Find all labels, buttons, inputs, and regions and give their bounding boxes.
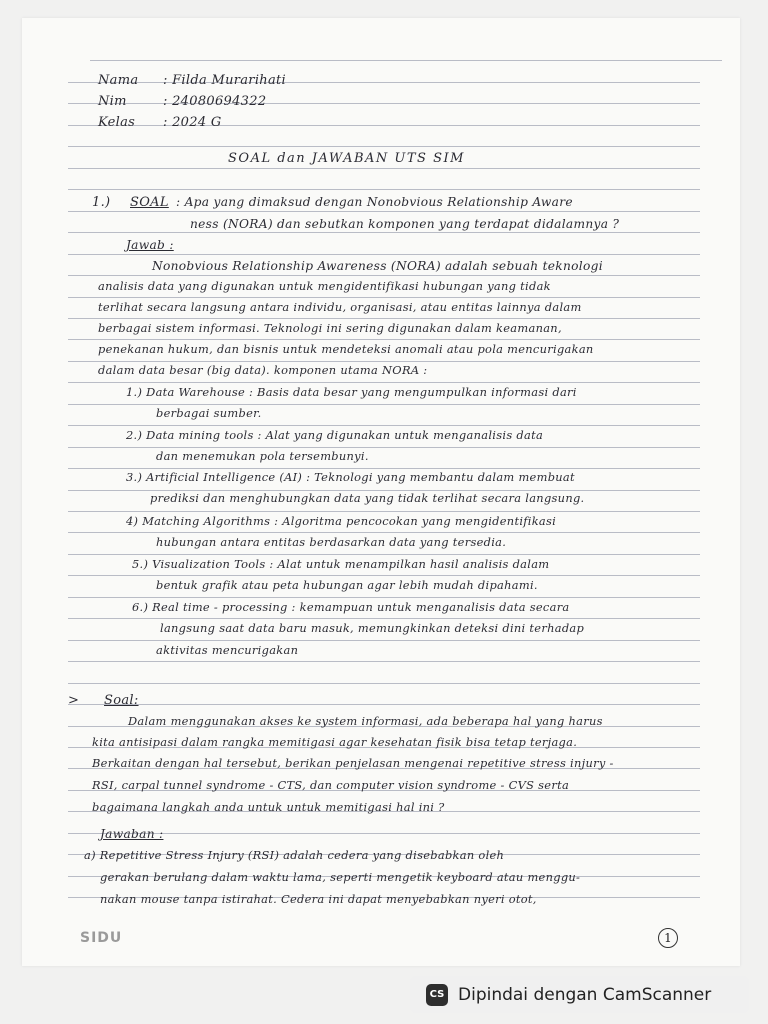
q1-text-line: ness (NORA) dan sebutkan komponen yang terdapat didalamnya ? xyxy=(190,217,620,231)
nora-component-item: bentuk grafik atau peta hubungan agar lebih mudah dipahami. xyxy=(156,578,538,592)
ruled-line xyxy=(68,275,700,276)
nora-component-item: 4) Matching Algorithms : Algoritma pencocokan yang mengidentifikasi xyxy=(126,514,557,528)
kelas-value: : 2024 G xyxy=(163,115,222,130)
nim-value: : 24080694322 xyxy=(163,94,267,109)
nora-component-item: 2.) Data mining tools : Alat yang digunakan untuk menganalisis data xyxy=(126,428,544,442)
q2-text-line: kita antisipasi dalam rangka memitigasi agar kesehatan fisik bisa tetap terjaga. xyxy=(92,735,578,749)
q2-jawaban-label: Jawaban : xyxy=(100,827,164,841)
nama-label: Nama xyxy=(98,73,139,88)
ruled-line xyxy=(68,704,700,705)
q2-soal-label: Soal: xyxy=(104,693,139,708)
ruled-line xyxy=(68,382,700,383)
ruled-line xyxy=(68,168,700,169)
q1-jawab-label: Jawab : xyxy=(126,238,174,252)
ruled-line xyxy=(68,511,700,512)
nora-component-item: prediksi dan menghubungkan data yang tidak terlihat secara langsung. xyxy=(150,491,585,505)
ruled-line xyxy=(68,339,700,340)
q2-answer-line: a) Repetitive Stress Injury (RSI) adalah cedera yang disebabkan oleh xyxy=(84,848,505,862)
nora-component-item: 1.) Data Warehouse : Basis data besar yang mengumpulkan informasi dari xyxy=(126,385,577,399)
ruled-line xyxy=(68,683,700,684)
q2-text-line: Berkaitan dengan hal tersebut, berikan penjelasan mengenai repetitive stress injury - xyxy=(92,756,614,770)
ruled-line xyxy=(68,640,700,641)
kelas-label: Kelas xyxy=(98,115,136,130)
camscanner-text: Dipindai dengan CamScanner xyxy=(458,984,712,1005)
nora-component-item: dan menemukan pola tersembunyi. xyxy=(156,449,369,463)
nora-component-item: 6.) Real time - processing : kemampuan untuk menganalisis data secara xyxy=(132,600,570,614)
nim-label: Nim xyxy=(98,94,127,109)
q2-text-line: bagaimana langkah anda untuk untuk memitigasi hal ini ? xyxy=(92,800,445,814)
page-title: SOAL dan JAWABAN UTS SIM xyxy=(228,151,465,166)
q1-text-line: : Apa yang dimaksud dengan Nonobvious Relationship Aware xyxy=(176,195,573,209)
ruled-line xyxy=(68,232,700,233)
q1-soal-label: SOAL xyxy=(130,195,169,210)
ruled-line xyxy=(68,318,700,319)
q2-answer-line: nakan mouse tanpa istirahat. Cedera ini dapat menyebabkan nyeri otot, xyxy=(100,892,537,906)
q2-number: > xyxy=(68,693,80,708)
camscanner-banner xyxy=(410,976,749,1013)
q1-answer-line: terlihat secara langsung antara individu, organisasi, atau entitas lainnya dalam xyxy=(98,300,582,314)
notebook-brand: SIDU xyxy=(80,930,123,946)
q2-answer-line: gerakan berulang dalam waktu lama, seperti mengetik keyboard atau menggu- xyxy=(100,870,581,884)
ruled-line xyxy=(68,404,700,405)
nora-component-item: 3.) Artificial Intelligence (AI) : Teknologi yang membantu dalam membuat xyxy=(126,470,575,484)
ruled-line xyxy=(68,468,700,469)
q1-answer-line: dalam data besar (big data). komponen utama NORA : xyxy=(98,363,428,377)
q1-answer-line: penekanan hukum, dan bisnis untuk mendeteksi anomali atau pola mencurigakan xyxy=(98,342,594,356)
ruled-line xyxy=(68,254,700,255)
q1-number: 1.) xyxy=(92,195,111,210)
ruled-line xyxy=(68,297,700,298)
ruled-line xyxy=(68,618,700,619)
q1-answer-line: Nonobvious Relationship Awareness (NORA) adalah sebuah teknologi xyxy=(152,259,603,273)
ruled-line xyxy=(68,211,700,212)
ruled-line xyxy=(68,532,700,533)
nora-component-item: berbagai sumber. xyxy=(156,406,262,420)
ruled-line xyxy=(68,425,700,426)
camscanner-logo-icon: CS xyxy=(426,984,448,1006)
q2-text-line: Dalam menggunakan akses ke system informasi, ada beberapa hal yang harus xyxy=(128,714,603,728)
q1-answer-line: berbagai sistem informasi. Teknologi ini sering digunakan dalam keamanan, xyxy=(98,321,562,335)
nora-component-item: langsung saat data baru masuk, memungkinkan deteksi dini terhadap xyxy=(160,621,585,635)
ruled-line xyxy=(68,447,700,448)
ruled-line xyxy=(90,60,722,61)
ruled-line xyxy=(68,661,700,662)
ruled-line xyxy=(68,146,700,147)
ruled-line xyxy=(68,597,700,598)
ruled-line xyxy=(68,189,700,190)
ruled-line xyxy=(68,361,700,362)
nora-component-item: 5.) Visualization Tools : Alat untuk menampilkan hasil analisis dalam xyxy=(132,557,550,571)
page-number: 1 xyxy=(658,928,678,948)
nora-component-item: aktivitas mencurigakan xyxy=(156,643,299,657)
nora-component-item: hubungan antara entitas berdasarkan data yang tersedia. xyxy=(156,535,507,549)
ruled-line xyxy=(68,554,700,555)
ruled-line xyxy=(68,575,700,576)
q1-answer-line: analisis data yang digunakan untuk mengidentifikasi hubungan yang tidak xyxy=(98,279,551,293)
nama-value: : Filda Murarihati xyxy=(163,73,286,88)
q2-text-line: RSI, carpal tunnel syndrome - CTS, dan computer vision syndrome - CVS serta xyxy=(92,778,570,792)
